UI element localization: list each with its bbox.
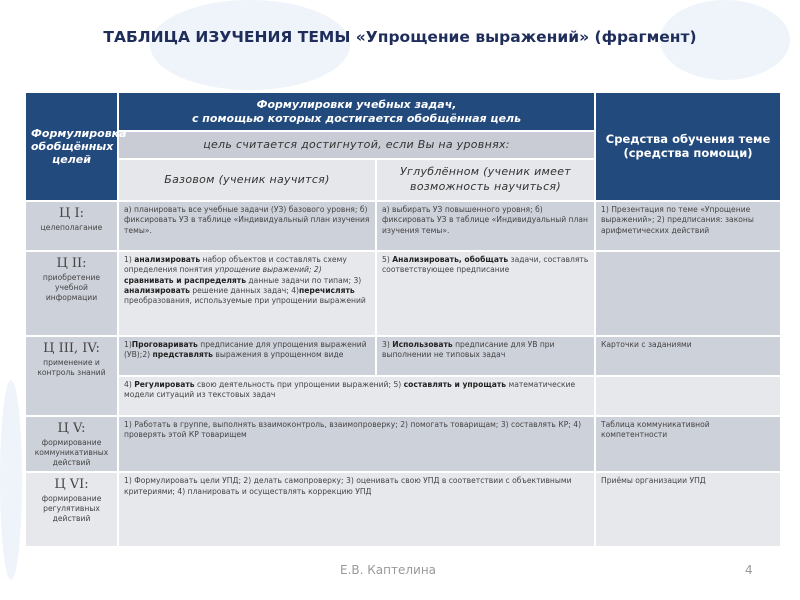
verb: составлять и упрощать [403,380,507,389]
goal-cell [25,472,118,547]
goal-desc: формирование регулятивных действий [41,493,102,524]
means-cell: Приёмы организации УПД [595,472,781,547]
term: упрощение выражений; 2) [214,265,322,275]
goal-label: Ц V: [57,421,86,436]
goal-desc: применение и контроль знаний [37,357,106,377]
verb: перечислять [299,285,355,295]
page-title: ТАБЛИЦА ИЗУЧЕНИЯ ТЕМЫ «Упрощение выражений» (фрагмент) [103,28,697,46]
table-row [25,336,781,376]
table-row [25,376,781,416]
means-cell: Карточки с заданиями [595,336,781,376]
verb: представлять [152,350,213,360]
advanced-cell [376,336,595,376]
goal-label: Ц II: [56,256,87,271]
common-cell: 1) Работать в группе, выполнять взаимоконтроль, взаимопроверку; 2) помогать товарищам; 3) составлять КР; 4) проверять этой КР товарищем [118,416,595,472]
means-cell: 1) Презентация по теме «Упрощение выражений»; 2) предписания: законы арифметических действий [595,201,781,251]
header-means: Средства обучения теме (средства помощи) [595,92,781,201]
text: 5) [382,255,393,264]
means-cell [595,251,781,336]
goal-label: Ц VI: [54,477,89,493]
table-row [25,201,781,251]
verb: Использовать [392,340,453,349]
table-row [25,472,781,547]
goal-cell [25,416,118,472]
basic-cell [118,251,376,336]
basic-cell [118,336,376,376]
advanced-cell: а) выбирать УЗ повышенного уровня; б) фиксировать УЗ в таблице «Индивидуальный план изучения темы». [376,201,595,251]
verb: Регулировать [134,380,195,389]
verb: Проговаривать [131,340,198,349]
text: предписание для упрощения выражений (УВ);2) [124,340,367,360]
goal-desc: целеполагание [40,222,103,232]
text: набор объектов и составлять схему определения понятия [124,255,347,275]
text: выражения в упрощенном виде [212,350,344,360]
goal-cell [25,336,118,416]
text: предписание для УВ при выполнении не типовых задач [382,340,555,360]
verb: анализировать [124,285,190,295]
text: математические модели ситуаций из текстовых задач [124,380,576,400]
header-tasks-line2: с помощью которых достигается обобщённая цель [191,111,522,125]
text: 1) [124,340,132,349]
header-advanced: Углублённом (ученик имеет возможность научиться) [376,159,595,201]
text: преобразования, используемые при упрощении выражений [124,296,366,305]
footer-author: Е.В. Каптелина [340,563,437,577]
header-tasks-line1: Формулировки учебных задач, [256,98,457,112]
goal-cell [25,251,118,336]
text: 4) [124,380,135,389]
goal-desc: формирование коммуникативных действий [34,437,109,468]
header-goals: Формулировка обобщённых целей [25,92,118,201]
common-cell: 1) Формулировать цели УПД; 2) делать самопроверку; 3) оценивать свою УПД в соответствии с объективными критериями; 4) планировать и осуществлять коррекцию УПД [118,472,595,547]
advanced-cell [376,251,595,336]
background-decoration [0,380,22,580]
text: решение данных задач; 4) [189,285,300,295]
goal-desc: приобретение учебной информации [42,272,101,303]
verb: сравнивать и распределять [124,275,246,285]
means-cell [595,376,781,416]
verb: анализировать [134,255,201,264]
header-tasks [118,92,595,131]
common-cell [118,376,595,416]
verb: Анализировать, обобщать [392,255,509,264]
goal-label: Ц I: [59,206,84,221]
header-basic: Базовом (ученик научится) [118,159,376,201]
text: 1) [124,255,135,264]
goal-cell [25,201,118,251]
text: 3) [382,340,393,349]
text: задачи, составлять соответствующее предписание [382,255,589,275]
means-cell: Таблица коммуникативной компетентности [595,416,781,472]
page-number: 4 [745,563,753,577]
basic-cell: а) планировать все учебные задачи (УЗ) базового уровня; б) фиксировать УЗ в таблице «Индивидуальный план изучения темы». [118,201,376,251]
table-row [25,251,781,336]
table-row [25,416,781,472]
text: свою деятельность при упрощении выражений; 5) [194,380,404,389]
study-table [24,91,782,548]
goal-label: Ц III, IV: [43,341,100,356]
subheader-levels: цель считается достигнутой, если Вы на уровнях: [118,131,595,159]
text: данные задачи по типам; 3) [246,275,362,285]
